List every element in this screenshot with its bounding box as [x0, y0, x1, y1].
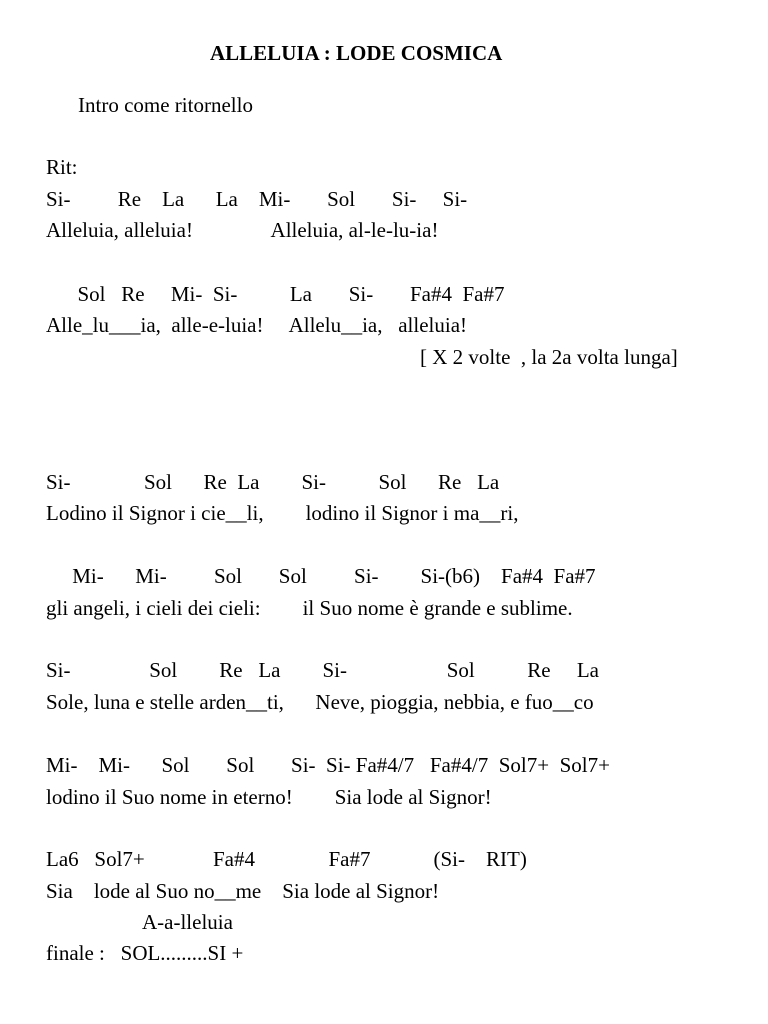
- repeat-note: [ X 2 volte , la 2a volta lunga]: [420, 345, 678, 369]
- verse2-lyrics-line-1: Sole, luna e stelle arden__ti, Neve, pioggia, nebbia, e fuo__co: [46, 690, 594, 714]
- verse1-chords-line-1: Si- Sol Re La Si- Sol Re La: [46, 470, 500, 494]
- verse1-chords-line-2: Mi- Mi- Sol Sol Si- Si-(b6) Fa#4 Fa#7: [46, 564, 596, 588]
- refrain-chords-line-1: Si- Re La La Mi- Sol Si- Si-: [46, 187, 468, 211]
- refrain-lyrics-line-2: Alle_lu___ia, alle-e-luia! Allelu__ia, alleluia!: [46, 313, 468, 337]
- verse1-lyrics-line-2: gli angeli, i cieli dei cieli: il Suo nome è grande e sublime.: [46, 596, 573, 620]
- refrain-label: Rit:: [46, 155, 78, 179]
- ending-alleluia: A-a-lleluia: [142, 910, 233, 934]
- verse1-lyrics-line-1: Lodino il Signor i cie__li, lodino il Signor i ma__ri,: [46, 501, 519, 525]
- verse2-lyrics-line-2: lodino il Suo nome in eterno! Sia lode al Signor!: [46, 785, 492, 809]
- song-title: ALLELUIA : LODE COSMICA: [210, 41, 503, 65]
- finale-line: finale : SOL.........SI +: [46, 941, 244, 965]
- verse2-chords-line-1: Si- Sol Re La Si- Sol Re La: [46, 658, 599, 682]
- refrain-chords-line-2: Sol Re Mi- Si- La Si- Fa#4 Fa#7: [46, 282, 505, 306]
- verse2-chords-line-2: Mi- Mi- Sol Sol Si- Si- Fa#4/7 Fa#4/7 Sol7+ Sol7+: [46, 753, 610, 777]
- intro-note: Intro come ritornello: [78, 93, 253, 117]
- ending-chords: La6 Sol7+ Fa#4 Fa#7 (Si- RIT): [46, 847, 527, 871]
- ending-lyrics: Sia lode al Suo no__me Sia lode al Signor!: [46, 879, 440, 903]
- refrain-lyrics-line-1: Alleluia, alleluia! Alleluia, al-le-lu-ia!: [46, 218, 439, 242]
